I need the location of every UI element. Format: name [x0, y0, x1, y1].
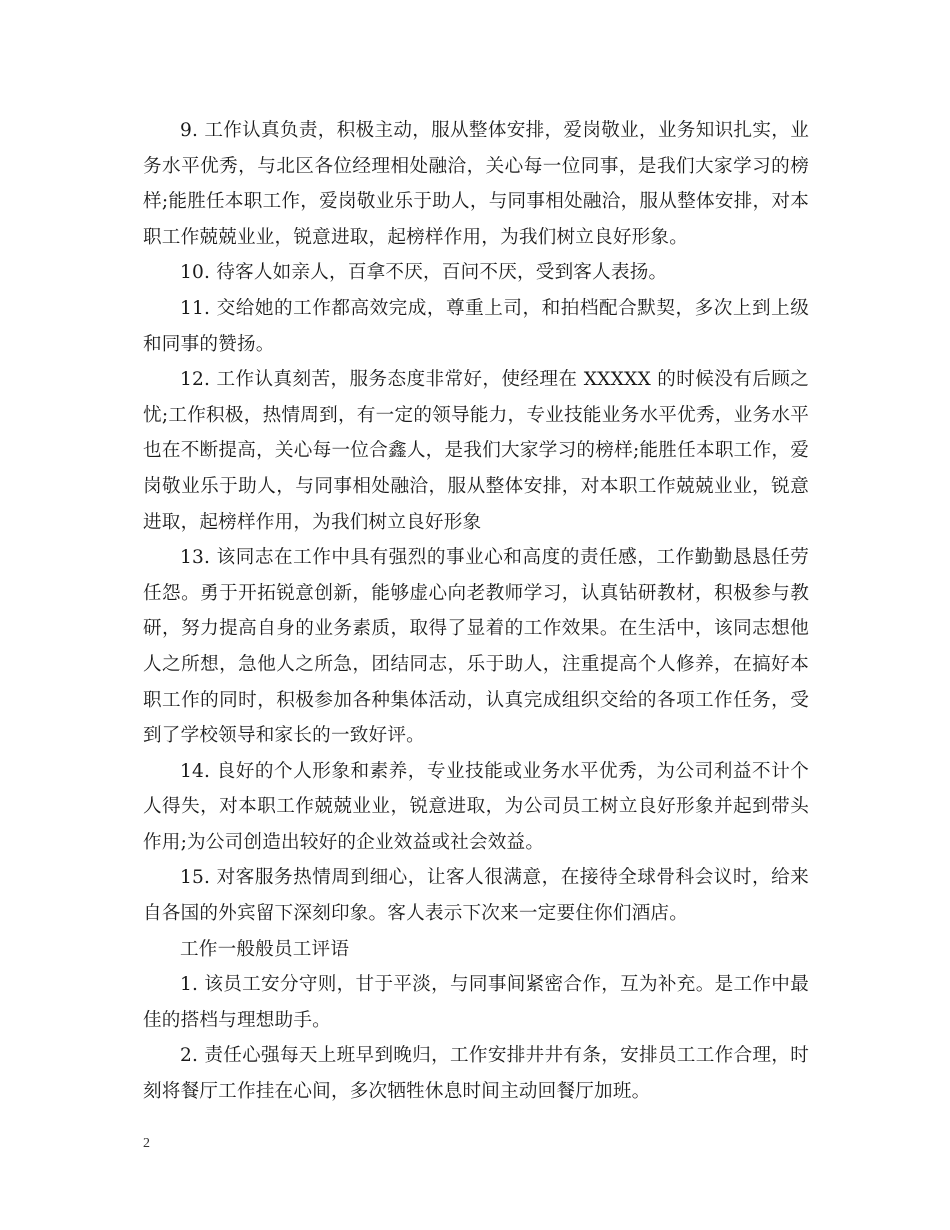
paragraph-item-13: 13. 该同志在工作中具有强烈的事业心和高度的责任感，工作勤勤恳恳任劳任怨。勇于开拓锐意创新，能够虚心向老教师学习，认真钻研教材，积极参与教研，努力提高自身的业务素质，取得了显着的工作效果。在生活中，该同志想他人之所想，急他人之所急，团结同志，乐于助人，注重提高个人修养，在搞好本职工作的同时，积极参加各种集体活动，认真完成组织交给的各项工作任务，受到了学校领导和家长的一致好评。 [143, 547, 809, 747]
paragraph-item-11: 11. 交给她的工作都高效完成，尊重上司，和拍档配合默契，多次上到上级和同事的赞扬。 [143, 297, 809, 355]
page-number: 2 [143, 1136, 150, 1151]
paragraph-item-12: 12. 工作认真刻苦，服务态度非常好，使经理在 XXXXX 的时候没有后顾之忧;工作积极，热情周到，有一定的领导能力，专业技能业务水平优秀，业务水平也在不断提高，关心每一位合鑫人，是我们大家学习的榜样;能胜任本职工作，爱岗敬业乐于助人，与同事相处融洽，服从整体安排，对本职工作兢兢业业，锐意进取，起榜样作用，为我们树立良好形象 [143, 369, 809, 533]
section-heading: 工作一般般员工评语 [180, 938, 350, 960]
paragraph-item-2: 2. 责任心强每天上班早到晚归，工作安排井井有条，安排员工工作合理，时刻将餐厅工作挂在心间，多次牺牲休息时间主动回餐厅加班。 [143, 1045, 809, 1103]
paragraph-item-14: 14. 良好的个人形象和素养，专业技能或业务水平优秀，为公司利益不计个人得失，对本职工作兢兢业业，锐意进取，为公司员工树立良好形象并起到带头作用;为公司创造出较好的企业效益或社会效益。 [143, 760, 809, 853]
document-body [143, 113, 809, 1110]
paragraph-item-9: 9. 工作认真负责，积极主动，服从整体安排，爱岗敬业，业务知识扎实，业务水平优秀，与北区各位经理相处融洽，关心每一位同事，是我们大家学习的榜样;能胜任本职工作，爱岗敬业乐于助人，与同事相处融洽，服从整体安排，对本职工作兢兢业业，锐意进取，起榜样作用，为我们树立良好形象。 [143, 120, 809, 248]
paragraph-item-15: 15. 对客服务热情周到细心，让客人很满意，在接待全球骨科会议时，给来自各国的外宾留下深刻印象。客人表示下次来一定要住你们酒店。 [143, 867, 809, 925]
paragraph-item-10: 10. 待客人如亲人，百拿不厌，百问不厌，受到客人表扬。 [180, 262, 668, 284]
paragraph-item-1: 1. 该员工安分守则，甘于平淡，与同事间紧密合作，互为补充。是工作中最佳的搭档与理想助手。 [143, 974, 809, 1031]
